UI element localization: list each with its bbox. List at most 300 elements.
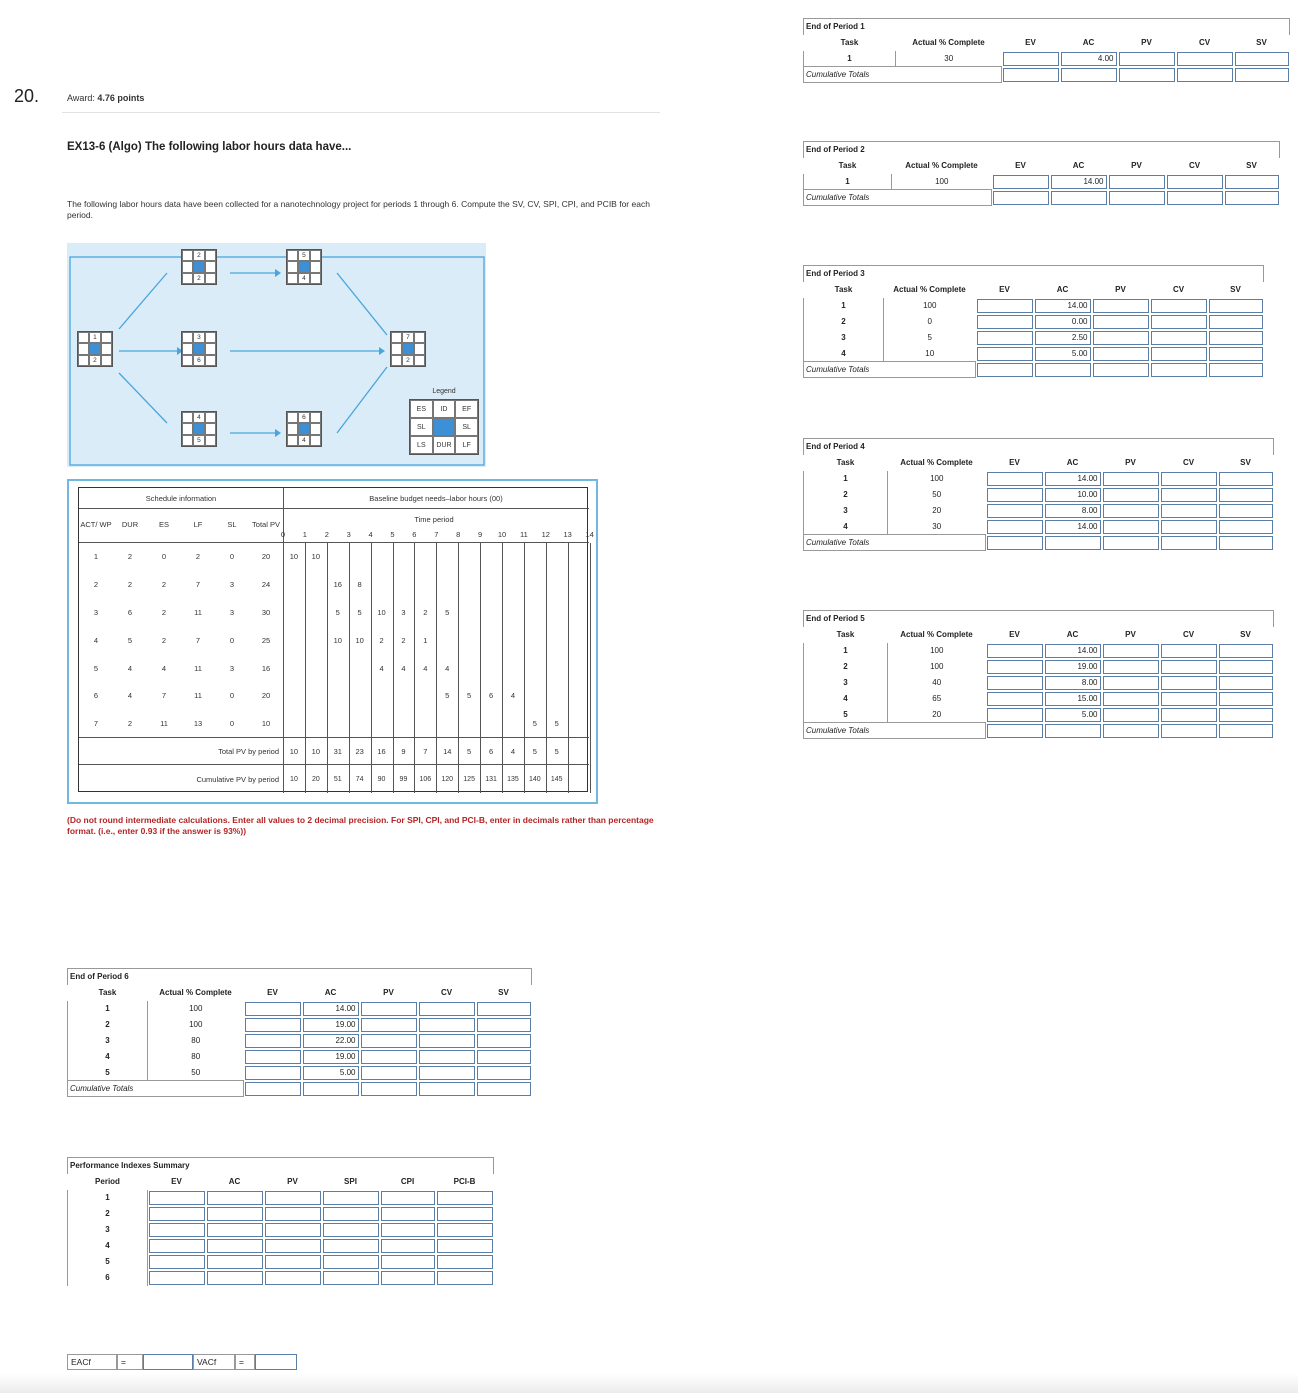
grid-line bbox=[568, 543, 569, 793]
ac-value: 14.00 bbox=[1051, 175, 1107, 189]
cv-input[interactable] bbox=[1151, 347, 1207, 361]
ac-value: 14.00 bbox=[1045, 472, 1101, 486]
header-pv: PV bbox=[383, 988, 394, 997]
cv-input[interactable] bbox=[419, 1034, 475, 1048]
summary-ac-input[interactable] bbox=[207, 1239, 263, 1253]
budget-cell: 4 bbox=[401, 663, 406, 673]
budget-cell: 10 bbox=[355, 635, 364, 645]
cv-input[interactable] bbox=[1161, 708, 1217, 722]
summary-pv-input[interactable] bbox=[265, 1271, 321, 1285]
row-lf-cell: 13 bbox=[193, 719, 203, 729]
sv-input[interactable] bbox=[477, 1034, 531, 1048]
cumulative-ac-input[interactable] bbox=[1045, 724, 1101, 738]
summary-pv-input[interactable] bbox=[265, 1191, 321, 1205]
percent-complete: 100 bbox=[923, 301, 937, 310]
performance-summary-table bbox=[67, 1157, 494, 1286]
table-row bbox=[804, 503, 1274, 519]
cumulative-ev-input[interactable] bbox=[993, 191, 1049, 205]
pv-input[interactable] bbox=[1103, 520, 1159, 534]
table-row bbox=[804, 707, 1274, 723]
row-sl-cell: 0 bbox=[229, 552, 235, 562]
summary-pcib-input[interactable] bbox=[437, 1271, 493, 1285]
cumulative-pv-cell: 145 bbox=[550, 775, 563, 783]
period-tick: 0 bbox=[280, 529, 286, 539]
vac-input[interactable] bbox=[255, 1354, 297, 1370]
ev-input[interactable] bbox=[987, 520, 1043, 534]
cv-input[interactable] bbox=[1161, 504, 1217, 518]
cv-input[interactable] bbox=[1161, 488, 1217, 502]
table-caption: End of Period 6 bbox=[68, 969, 532, 985]
ac-value: 19.00 bbox=[303, 1050, 359, 1064]
ev-input[interactable] bbox=[987, 644, 1043, 658]
cumulative-pv-cell: 51 bbox=[333, 775, 342, 783]
header-pv: PV bbox=[1125, 458, 1136, 467]
percent-complete: 100 bbox=[189, 1020, 203, 1029]
sv-input[interactable] bbox=[1219, 488, 1273, 502]
task-number: 4 bbox=[804, 691, 888, 707]
ac-value: 5.00 bbox=[1035, 347, 1091, 361]
summary-ev-input[interactable] bbox=[149, 1191, 205, 1205]
ev-input[interactable] bbox=[987, 660, 1043, 674]
pv-input[interactable] bbox=[1103, 472, 1159, 486]
summary-pv-input[interactable] bbox=[265, 1207, 321, 1221]
row-dur-cell: 5 bbox=[127, 635, 133, 645]
ev-input[interactable] bbox=[245, 1050, 301, 1064]
row-lf-cell: 7 bbox=[195, 635, 201, 645]
pv-input[interactable] bbox=[361, 1066, 417, 1080]
cumulative-pv-input[interactable] bbox=[1103, 536, 1159, 550]
cv-input[interactable] bbox=[1161, 676, 1217, 690]
period-tick: 8 bbox=[456, 529, 461, 539]
legend-sl: SL bbox=[410, 418, 433, 436]
total-pv-cell: 5 bbox=[554, 746, 559, 756]
summary-spi-input[interactable] bbox=[323, 1207, 379, 1221]
ev-input[interactable] bbox=[987, 472, 1043, 486]
summary-ev-input[interactable] bbox=[149, 1271, 205, 1285]
period-3-table bbox=[803, 265, 1264, 378]
ev-input[interactable] bbox=[987, 504, 1043, 518]
budget-cell: 5 bbox=[357, 607, 362, 617]
row-es-cell: 11 bbox=[160, 719, 168, 729]
instructions-note: (Do not round intermediate calculations. Enter all values to 2 decimal precision. For SPI, CPI, and PCI-B, enter in decimals rather than percentage format. (i.e., enter 0.93 if the answer is 93%)) bbox=[67, 815, 654, 836]
summary-ac-input[interactable] bbox=[207, 1271, 263, 1285]
ev-input[interactable] bbox=[977, 299, 1033, 313]
summary-ev-input[interactable] bbox=[149, 1239, 205, 1253]
sv-input[interactable] bbox=[1219, 472, 1273, 486]
cumulative-cv-input[interactable] bbox=[1167, 191, 1223, 205]
cumulative-ac-input[interactable] bbox=[303, 1082, 359, 1096]
summary-pv-input[interactable] bbox=[265, 1223, 321, 1237]
period-tick: 13 bbox=[563, 529, 572, 539]
pv-input[interactable] bbox=[361, 1018, 417, 1032]
table-caption: End of Period 3 bbox=[804, 266, 1264, 282]
table-row bbox=[804, 643, 1274, 659]
summary-pcib-input[interactable] bbox=[437, 1191, 493, 1205]
cv-input[interactable] bbox=[1161, 472, 1217, 486]
pv-input[interactable] bbox=[1119, 52, 1175, 66]
pv-input[interactable] bbox=[361, 1002, 417, 1016]
percent-complete: 5 bbox=[927, 333, 932, 342]
sv-input[interactable] bbox=[1219, 692, 1273, 706]
cumulative-pv-input[interactable] bbox=[1109, 191, 1165, 205]
cv-input[interactable] bbox=[1167, 175, 1223, 189]
summary-header: PCI-B bbox=[453, 1177, 476, 1186]
task-number: 1 bbox=[804, 643, 888, 659]
summary-pcib-input[interactable] bbox=[437, 1255, 493, 1269]
summary-spi-input[interactable] bbox=[323, 1271, 379, 1285]
summary-spi-input[interactable] bbox=[323, 1239, 379, 1253]
question-text: The following labor hours data have been collected for a nanotechnology project for periods 1 through 6. Compute the SV, CV, SPI, CPI, and PCIB for each period. bbox=[67, 199, 650, 220]
pv-input[interactable] bbox=[1103, 644, 1159, 658]
pv-input[interactable] bbox=[361, 1034, 417, 1048]
node-2 bbox=[181, 249, 217, 285]
eac-input[interactable] bbox=[143, 1354, 193, 1370]
legend-ls: LS bbox=[410, 436, 433, 454]
sv-input[interactable] bbox=[477, 1050, 531, 1064]
header-task: Task bbox=[836, 458, 855, 467]
node-dur: 2 bbox=[193, 273, 204, 284]
budget-cell: 4 bbox=[423, 663, 428, 673]
cv-input[interactable] bbox=[419, 1002, 475, 1016]
sv-input[interactable] bbox=[1219, 676, 1273, 690]
cv-input[interactable] bbox=[1161, 660, 1217, 674]
budget-cell: 5 bbox=[445, 691, 450, 701]
cumulative-ev-input[interactable] bbox=[245, 1082, 301, 1096]
cumulative-ac-input[interactable] bbox=[1061, 68, 1117, 82]
period-4-table bbox=[803, 438, 1274, 551]
cumulative-ac-input[interactable] bbox=[1045, 536, 1101, 550]
cumulative-ev-input[interactable] bbox=[1003, 68, 1059, 82]
summary-ac-input[interactable] bbox=[207, 1191, 263, 1205]
pv-input[interactable] bbox=[1093, 315, 1149, 329]
row-sl-cell: 3 bbox=[229, 580, 235, 590]
cumulative-sv-input[interactable] bbox=[1209, 363, 1263, 377]
sv-input[interactable] bbox=[1209, 315, 1263, 329]
ev-input[interactable] bbox=[245, 1002, 301, 1016]
node-dur: 2 bbox=[89, 355, 100, 366]
node-dur: 6 bbox=[193, 355, 204, 366]
summary-pcib-input[interactable] bbox=[437, 1239, 493, 1253]
summary-header: PV bbox=[287, 1177, 298, 1186]
cumulative-ev-input[interactable] bbox=[987, 536, 1043, 550]
budget-cell: 5 bbox=[445, 607, 450, 617]
sv-input[interactable] bbox=[1219, 504, 1273, 518]
budget-cell: 3 bbox=[401, 607, 406, 617]
node-6 bbox=[286, 411, 322, 447]
summary-cpi-input[interactable] bbox=[381, 1271, 435, 1285]
ev-input[interactable] bbox=[977, 315, 1033, 329]
header-pv: PV bbox=[1141, 38, 1152, 47]
period-5-table bbox=[803, 610, 1274, 739]
summary-pv-input[interactable] bbox=[265, 1239, 321, 1253]
sv-input[interactable] bbox=[1219, 708, 1273, 722]
sv-input[interactable] bbox=[1219, 644, 1273, 658]
sv-input[interactable] bbox=[477, 1002, 531, 1016]
pv-input[interactable] bbox=[1103, 676, 1159, 690]
percent-complete: 80 bbox=[191, 1036, 201, 1045]
row-es-cell: 2 bbox=[161, 635, 167, 645]
ac-value: 14.00 bbox=[1045, 520, 1101, 534]
row-lf-cell: 11 bbox=[194, 691, 202, 701]
node-id: 2 bbox=[193, 250, 204, 261]
summary-pv-input[interactable] bbox=[265, 1255, 321, 1269]
cumulative-sv-input[interactable] bbox=[1219, 536, 1273, 550]
table-row bbox=[804, 298, 1264, 314]
column-header: ES bbox=[158, 520, 169, 529]
total-pv-cell: 6 bbox=[488, 746, 494, 756]
table-caption: End of Period 2 bbox=[804, 142, 1280, 158]
pv-input[interactable] bbox=[1103, 488, 1159, 502]
cv-input[interactable] bbox=[1161, 520, 1217, 534]
row-sl-cell: 3 bbox=[229, 607, 235, 617]
row-lf-cell: 11 bbox=[194, 663, 202, 673]
summary-header: Period bbox=[95, 1177, 120, 1186]
header-pct: Actual % Complete bbox=[912, 38, 985, 47]
task-number: 1 bbox=[804, 298, 884, 314]
budget-cell: 6 bbox=[488, 691, 494, 701]
sv-input[interactable] bbox=[1219, 520, 1273, 534]
cv-input[interactable] bbox=[1177, 52, 1233, 66]
cumulative-cv-input[interactable] bbox=[1161, 536, 1217, 550]
ac-value: 5.00 bbox=[1045, 708, 1101, 722]
percent-complete: 40 bbox=[932, 678, 942, 687]
ev-input[interactable] bbox=[245, 1066, 301, 1080]
cumulative-pv-cell: 125 bbox=[463, 775, 475, 783]
row-es-cell: 2 bbox=[161, 607, 167, 617]
eac-label: EACf bbox=[67, 1354, 117, 1370]
cv-input[interactable] bbox=[419, 1066, 475, 1080]
period-tick: 5 bbox=[390, 529, 395, 539]
pv-input[interactable] bbox=[1093, 347, 1149, 361]
cumulative-sv-input[interactable] bbox=[477, 1082, 531, 1096]
header-task: Task bbox=[840, 38, 859, 47]
budget-cell: 5 bbox=[335, 607, 340, 617]
summary-ev-input[interactable] bbox=[149, 1223, 205, 1237]
pv-input[interactable] bbox=[1093, 299, 1149, 313]
header-pct: Actual % Complete bbox=[900, 630, 973, 639]
cumulative-pv-input[interactable] bbox=[1103, 724, 1159, 738]
ev-input[interactable] bbox=[245, 1018, 301, 1032]
summary-cpi-input[interactable] bbox=[381, 1207, 435, 1221]
cumulative-sv-input[interactable] bbox=[1219, 724, 1273, 738]
sv-input[interactable] bbox=[1225, 175, 1279, 189]
cumulative-sv-input[interactable] bbox=[1225, 191, 1279, 205]
summary-cpi-input[interactable] bbox=[381, 1239, 435, 1253]
summary-spi-input[interactable] bbox=[323, 1255, 379, 1269]
pv-input[interactable] bbox=[1093, 331, 1149, 345]
vac-label: VACf bbox=[193, 1354, 235, 1370]
cumulative-cv-input[interactable] bbox=[1151, 363, 1207, 377]
pv-input[interactable] bbox=[1103, 708, 1159, 722]
header-sv: SV bbox=[1256, 38, 1267, 47]
header-ac: AC bbox=[1056, 285, 1069, 294]
header-cv: CV bbox=[1172, 285, 1185, 294]
node-id: 7 bbox=[402, 332, 413, 343]
node-id: 1 bbox=[89, 332, 100, 343]
budget-cell: 10 bbox=[311, 552, 320, 562]
ev-input[interactable] bbox=[993, 175, 1049, 189]
sv-input[interactable] bbox=[1209, 299, 1263, 313]
cv-input[interactable] bbox=[1161, 644, 1217, 658]
page-bottom-edge bbox=[0, 1373, 1298, 1393]
cumulative-ac-input[interactable] bbox=[1035, 363, 1091, 377]
cv-input[interactable] bbox=[1151, 299, 1207, 313]
summary-ac-input[interactable] bbox=[207, 1255, 263, 1269]
header-pct: Actual % Complete bbox=[905, 161, 978, 170]
cumulative-cv-input[interactable] bbox=[1161, 724, 1217, 738]
cumulative-pv-cell: 99 bbox=[399, 775, 408, 783]
header-ev: EV bbox=[267, 988, 278, 997]
question-number: 20. bbox=[14, 86, 40, 106]
cv-input[interactable] bbox=[1151, 331, 1207, 345]
row-dur-cell: 2 bbox=[127, 719, 133, 729]
cumulative-pv-input[interactable] bbox=[1093, 363, 1149, 377]
award-points bbox=[67, 93, 144, 103]
ac-value: 14.00 bbox=[1045, 644, 1101, 658]
cumulative-ac-input[interactable] bbox=[1051, 191, 1107, 205]
task-number: 1 bbox=[68, 1001, 148, 1017]
node-dur: 2 bbox=[402, 355, 413, 366]
budget-cell: 2 bbox=[401, 635, 406, 645]
row-act-cell: 5 bbox=[93, 663, 99, 673]
ev-input[interactable] bbox=[977, 331, 1033, 345]
ev-input[interactable] bbox=[987, 488, 1043, 502]
sv-input[interactable] bbox=[1209, 331, 1263, 345]
table-row bbox=[68, 1001, 532, 1017]
ev-input[interactable] bbox=[245, 1034, 301, 1048]
table-row bbox=[804, 487, 1274, 503]
summary-pcib-input[interactable] bbox=[437, 1207, 493, 1221]
table-caption: End of Period 1 bbox=[804, 19, 1290, 35]
row-es-cell: 7 bbox=[161, 691, 167, 701]
summary-row bbox=[68, 1270, 494, 1286]
percent-complete: 80 bbox=[191, 1052, 201, 1061]
row-act-cell: 4 bbox=[93, 635, 99, 645]
header-pv: PV bbox=[1115, 285, 1126, 294]
summary-spi-input[interactable] bbox=[323, 1191, 379, 1205]
ac-value: 14.00 bbox=[1035, 299, 1091, 313]
cv-input[interactable] bbox=[1161, 692, 1217, 706]
sv-input[interactable] bbox=[477, 1066, 531, 1080]
summary-ev-input[interactable] bbox=[149, 1255, 205, 1269]
sv-input[interactable] bbox=[1219, 660, 1273, 674]
budget-cell: 4 bbox=[445, 663, 450, 673]
pv-input[interactable] bbox=[1103, 660, 1159, 674]
summary-spi-input[interactable] bbox=[323, 1223, 379, 1237]
ev-input[interactable] bbox=[977, 347, 1033, 361]
cv-input[interactable] bbox=[419, 1018, 475, 1032]
node-id: 3 bbox=[193, 332, 204, 343]
summary-period: 5 bbox=[68, 1254, 148, 1270]
award-value: 4.76 points bbox=[97, 93, 145, 103]
sv-input[interactable] bbox=[477, 1018, 531, 1032]
row-lf-cell: 2 bbox=[195, 552, 201, 562]
table-caption: End of Period 5 bbox=[804, 611, 1274, 627]
network-diagram bbox=[67, 243, 486, 467]
summary-ev-input[interactable] bbox=[149, 1207, 205, 1221]
summary-cpi-input[interactable] bbox=[381, 1255, 435, 1269]
pv-input[interactable] bbox=[1103, 504, 1159, 518]
summary-caption: Performance Indexes Summary bbox=[68, 1158, 494, 1174]
cumulative-pv-cell: 135 bbox=[507, 775, 519, 783]
total-pv-cell: 9 bbox=[401, 746, 406, 756]
total-pv-cell: 16 bbox=[377, 746, 386, 756]
cumulative-sv-input[interactable] bbox=[1235, 68, 1289, 82]
ac-value: 15.00 bbox=[1045, 692, 1101, 706]
budget-cell: 10 bbox=[377, 607, 386, 617]
cumulative-ev-input[interactable] bbox=[977, 363, 1033, 377]
legend-dur: DUR bbox=[433, 436, 456, 454]
cv-input[interactable] bbox=[419, 1050, 475, 1064]
row-act-cell: 1 bbox=[93, 552, 99, 562]
ev-input[interactable] bbox=[987, 692, 1043, 706]
header-sv: SV bbox=[1246, 161, 1257, 170]
summary-cpi-input[interactable] bbox=[381, 1223, 435, 1237]
ev-input[interactable] bbox=[987, 708, 1043, 722]
header-ev: EV bbox=[999, 285, 1010, 294]
summary-pcib-input[interactable] bbox=[437, 1223, 493, 1237]
cumulative-pv-input[interactable] bbox=[1119, 68, 1175, 82]
percent-complete: 20 bbox=[932, 709, 942, 719]
summary-row bbox=[68, 1222, 494, 1238]
cumulative-cv-input[interactable] bbox=[1177, 68, 1233, 82]
table-row bbox=[804, 330, 1264, 346]
sv-input[interactable] bbox=[1209, 347, 1263, 361]
ac-value: 4.00 bbox=[1061, 52, 1117, 66]
cumulative-pv-input[interactable] bbox=[361, 1082, 417, 1096]
period-tick: 6 bbox=[412, 529, 417, 539]
row-sl-cell: 3 bbox=[229, 663, 235, 673]
header-task: Task bbox=[834, 285, 853, 294]
cumulative-ev-input[interactable] bbox=[987, 724, 1043, 738]
column-header: ACT/ WP bbox=[80, 520, 112, 529]
task-number: 4 bbox=[68, 1049, 148, 1065]
pv-input[interactable] bbox=[1103, 692, 1159, 706]
period-tick: 7 bbox=[434, 529, 439, 539]
pv-input[interactable] bbox=[1109, 175, 1165, 189]
cumulative-pv-cell: 74 bbox=[355, 775, 364, 783]
header-ev: EV bbox=[1009, 458, 1020, 467]
row-dur-cell: 4 bbox=[127, 691, 133, 701]
sv-input[interactable] bbox=[1235, 52, 1289, 66]
cumulative-pv-cell: 90 bbox=[377, 775, 386, 783]
task-number: 2 bbox=[68, 1017, 148, 1033]
percent-complete: 65 bbox=[932, 694, 942, 703]
table-row bbox=[804, 519, 1274, 535]
cumulative-totals-label: Cumulative Totals bbox=[68, 1081, 244, 1097]
column-header: LF bbox=[193, 520, 203, 529]
header-sv: SV bbox=[1240, 630, 1251, 639]
summary-ac-input[interactable] bbox=[207, 1223, 263, 1237]
award-label: Award: bbox=[67, 93, 95, 103]
ev-input[interactable] bbox=[987, 676, 1043, 690]
summary-ac-input[interactable] bbox=[207, 1207, 263, 1221]
cv-input[interactable] bbox=[1151, 315, 1207, 329]
header-pv: PV bbox=[1131, 161, 1142, 170]
table-row bbox=[68, 1049, 532, 1065]
budget-cell: 5 bbox=[554, 719, 559, 729]
pv-input[interactable] bbox=[361, 1050, 417, 1064]
summary-cpi-input[interactable] bbox=[381, 1191, 435, 1205]
cumulative-cv-input[interactable] bbox=[419, 1082, 475, 1096]
cumulative-totals-label: Cumulative Totals bbox=[804, 67, 1002, 83]
ev-input[interactable] bbox=[1003, 52, 1059, 66]
row-pv-cell: 30 bbox=[261, 607, 271, 617]
total-pv-cell: 5 bbox=[467, 746, 472, 756]
task-number: 1 bbox=[804, 51, 896, 67]
row-pv-cell: 20 bbox=[261, 691, 271, 701]
cumulative-pv-cell: 120 bbox=[441, 775, 454, 783]
